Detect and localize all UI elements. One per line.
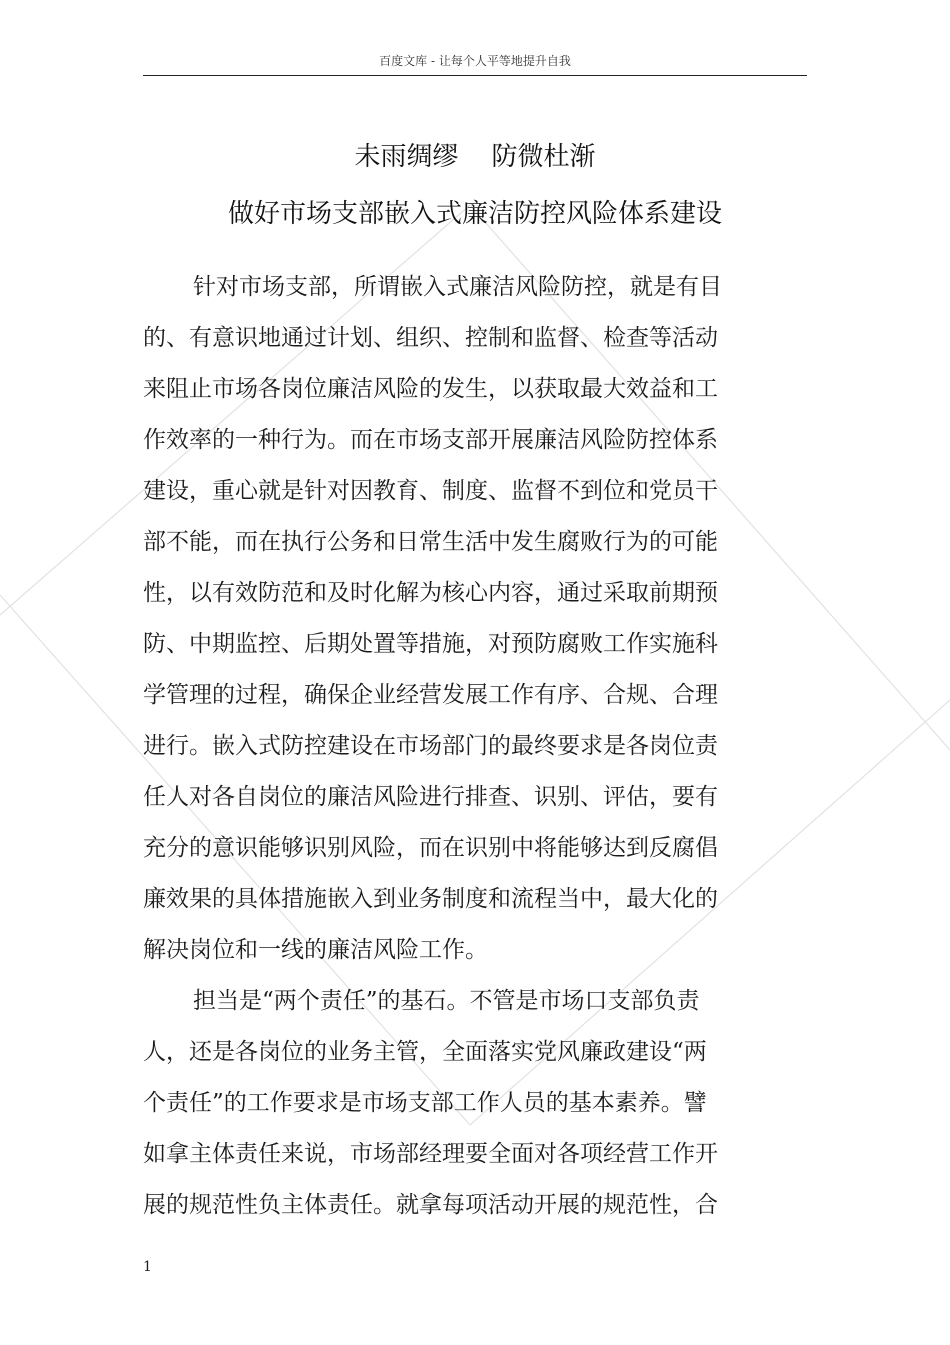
paragraph-line: 部不能，而在执行公务和日常生活中发生腐败行为的可能 bbox=[143, 529, 718, 555]
paragraph-line: 防、中期监控、后期处置等措施，对预防腐败工作实施科 bbox=[143, 631, 718, 657]
paragraph-line: 担当是“两个责任”的基石。不管是市场口支部负责 bbox=[193, 988, 700, 1014]
paragraph-line: 人，还是各岗位的业务主管，全面落实党风廉政建设“两 bbox=[143, 1039, 707, 1065]
page-header: 百度文库 - 让每个人平等地提升自我 bbox=[379, 54, 571, 68]
paragraph-line: 解决岗位和一线的廉洁风险工作。 bbox=[143, 937, 488, 963]
paragraph-line: 进行。嵌入式防控建设在市场部门的最终要求是各岗位责 bbox=[143, 733, 718, 759]
document-title: 未雨绸缪 防微杜渐 bbox=[354, 142, 596, 172]
paragraph-line: 廉效果的具体措施嵌入到业务制度和流程当中，最大化的 bbox=[143, 886, 718, 912]
paragraph-line: 如拿主体责任来说，市场部经理要全面对各项经营工作开 bbox=[143, 1141, 718, 1167]
paragraph-line: 学管理的过程，确保企业经营发展工作有序、合规、合理 bbox=[143, 682, 718, 708]
paragraph-line: 来阻止市场各岗位廉洁风险的发生，以获取最大效益和工 bbox=[143, 376, 718, 402]
paragraph-line: 建设，重心就是针对因教育、制度、监督不到位和党员干 bbox=[143, 478, 718, 504]
page-number: 1 bbox=[143, 1259, 152, 1275]
paragraph-line: 作效率的一种行为。而在市场支部开展廉洁风险防控体系 bbox=[143, 427, 718, 453]
paragraph-line: 个责任”的工作要求是市场支部工作人员的基本素养。譬 bbox=[143, 1090, 707, 1116]
paragraph-line: 的、有意识地通过计划、组织、控制和监督、检查等活动 bbox=[143, 325, 718, 351]
paragraph-line: 性，以有效防范和及时化解为核心内容，通过采取前期预 bbox=[143, 580, 718, 606]
document-subtitle: 做好市场支部嵌入式廉洁防控风险体系建设 bbox=[227, 199, 722, 229]
paragraph-line: 充分的意识能够识别风险，而在识别中将能够达到反腐倡 bbox=[143, 835, 718, 861]
header-divider bbox=[143, 75, 807, 76]
paragraph-line: 针对市场支部，所谓嵌入式廉洁风险防控，就是有目 bbox=[193, 274, 722, 300]
paragraph-line: 展的规范性负主体责任。就拿每项活动开展的规范性，合 bbox=[143, 1192, 718, 1218]
paragraph-line: 任人对各自岗位的廉洁风险进行排查、识别、评估，要有 bbox=[143, 784, 718, 810]
